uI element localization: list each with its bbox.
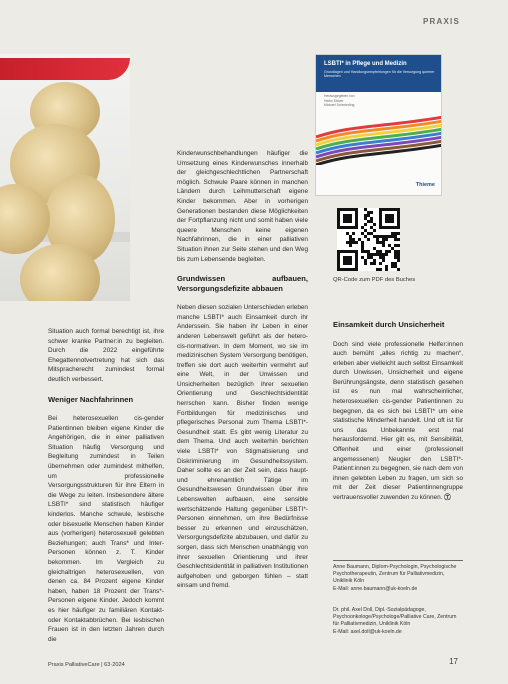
footer-journal: Praxis PalliativeCare | 63·2024 [48, 662, 125, 668]
paragraph: Bei heterosexuellen cis-gender Patientinnen bleiben eigene Kinder die Angehörigen, die in einer palliativen Situation häufig Versorgung und Begleitung zumindest in Teilen übernehmen oder zumindest mithelfen, um professionelle Versorgungsstrukturen für ihre Eltern in die Wege zu leiten. Insbesondere ältere LSBTI* sind statistisch häufiger kinderlos. Manche schwule, lesbische oder bisexuelle Menschen haben Kinder aus (vorherigen) heterosexuell gelebten Beziehungen; auch Trans* und Inter-Personen können z. T. Kinder bekommen. Im Vergleich zu gleichaltrigen heterosexuellen, von denen ca. 84 Prozent eigene Kinder haben, haben 18 Prozent der Trans*-Personen eigene Kinder. Jedoch kommt es hier häufiger zu familiären Kontakt- oder Kontaktabbrüchen. Bei lesbischen Frauen ist in den letzten Jahren durch die [48, 415, 164, 643]
book-editors [316, 92, 441, 108]
author-info [333, 607, 463, 636]
paragraph: Neben diesen sozialen Unterschieden erleben manche LSBTI* auch Einsamkeit durch ihr Anderssein. Sie haben ihr Leben in einer anderen Lebenswelt geführt als der hetero-cis-normativen. In dem Moment, wo sie im medizinischen System Versorgung benötigen, treffen sie dort auch weiterhin vermehrt auf eine Welt, in der Unwissen und Unsicherheiten bezüglich ihrer sexuellen Orientierung und Geschlechtsidentität herrschen kann. Bisher finden wenige Fortbildungen für medizinisches und pflegerisches Personal zum Thema LSBTI*-Gesundheit statt. Es gibt wenig Literatur zu dem Thema. Und auch weiterhin berichten viele LSBTI* von Stigmatisierung und Diskriminierung im Gesundheitssystem. Daher sollte es an der Zeit sein, dass haupt- und ehrenamtlich Tätige im Gesundheitswesen Grundwissen über ihre Lebenswelten aufbauen, eine sensible wertschätzende Haltung gegenüber LSBTI*-Personen einnehmen, um ihre Bedürfnisse besser zu erkennen und einzuschätzen, Versorgungsdefizite abzubauen, und dafür zu sorgen, dass sich Menschen unabhängig von ihrer sexuellen Orientierung und ihrer Geschlechtsidentität in palliativen Institutionen aufgehoben und geborgen fühlen – statt einsam und fremd. [177, 304, 308, 590]
text-column-3 [333, 320, 463, 503]
book-cover [315, 54, 442, 196]
book-editor: Heiko Stöver [324, 98, 344, 103]
qr-caption: QR-Code zum PDF des Buches [333, 277, 416, 283]
author-description: Anne Baumann, Diplom-Psychologin, Psychologische Psychotherapeutin, Zentrum für Palliativmedizin, Uniklinik Köln [333, 564, 457, 585]
book-title-bar [316, 55, 441, 92]
book-title: LSBTI* in Pflege und Medizin [324, 61, 407, 67]
section-label: PRAXIS [423, 17, 460, 26]
subheading: Grundwissen aufbauen, Versorgungsdefizite abbauen [177, 274, 308, 293]
end-mark-icon: Ⓣ [444, 494, 451, 501]
book-subtitle: Grundlagen und Handlungsempfehlungen für die Versorgung queerer Menschen [324, 70, 435, 79]
text-column-2 [177, 149, 308, 591]
page-number: 17 [449, 657, 458, 666]
text-column-1 [48, 327, 164, 644]
article-photo [0, 54, 130, 301]
rainbow-graphic [316, 115, 442, 165]
paragraph: Situation auch formal berechtigt ist, ihre schwer kranke Partner:in zu begleiten. Durch die 2022 eingeführte Ehegattennotvertretung hat sich das Mitspracherecht zumindest formal deutlich verbessert. [48, 328, 164, 383]
paragraph: Kinderwunschbehandlungen häufiger die Umsetzung eines Kinderwunsches innerhalb der gleichgeschlechtlichen Partnerschaft möglich. Schwule Paare können in manchen Ländern durch Leihmutterschaft eigene Kinder bekommen. Aber in vorherigen Generationen bestanden diese Möglichkeiten der Fortpflanzung nicht und somit haben viele queere Menschen keine eigenen Nachfahrinnen, die in einer palliativen Situation ihnen zur Seite stehen und den Weg bis zum Lebensende begleiten. [177, 150, 308, 263]
paragraph-text: Doch sind viele professionelle Helfer:innen auch bemüht „alles richtig zu machen“, erleben aber vielleicht auch selbst Einsamkeit durch Unwissen, Unsicherheit und eigene Berührungsängste, denn statistisch gesehen ist es nun mal wahrscheinlicher, heterosexuellen cis-gender Patientinnen zu begegnen, da es sich bei LSBTI* um eine statistische Minderheit handelt. Und oft ist für uns das Unbekannte erst mal herausfordernd. Hier gilt es, mit Sensibilität, Offenheit und einer (professionell angemessenen) Neugier den LSBTI*-Patient:innen zu begegnen, sie nach dem von ihnen gelebten Leben zu fragen, um sich so mit der Zeit dieser Patientinnengruppe vertrauensvoller zuwenden zu können. [333, 340, 463, 501]
author-divider [333, 560, 463, 561]
paragraph [333, 340, 463, 503]
author-info [333, 564, 463, 593]
book-editor: Michael Schmieding [324, 103, 355, 108]
book-editors-label: Herausgegeben von [324, 94, 355, 98]
photo-red-fabric [0, 58, 130, 80]
author-email[interactable]: E-Mail: anne.baumann@uk-koeln.de [333, 585, 418, 592]
subheading: Einsamkeit durch Unsicherheit [333, 320, 445, 329]
publisher-logo: Thieme [415, 182, 435, 188]
subheading: Weniger Nachfahrinnen [48, 394, 134, 404]
qr-code[interactable] [337, 208, 400, 271]
author-email[interactable]: E-Mail: axel.doll@uk-koeln.de [333, 628, 402, 635]
author-description: Dr. phil. Axel Doll, Dipl.-Sozialpädagoge, Psychoonkologe/Psychologe/Palliative Care, Zentrum für Palliativmedizin, Uniklinik Köln [333, 607, 457, 628]
